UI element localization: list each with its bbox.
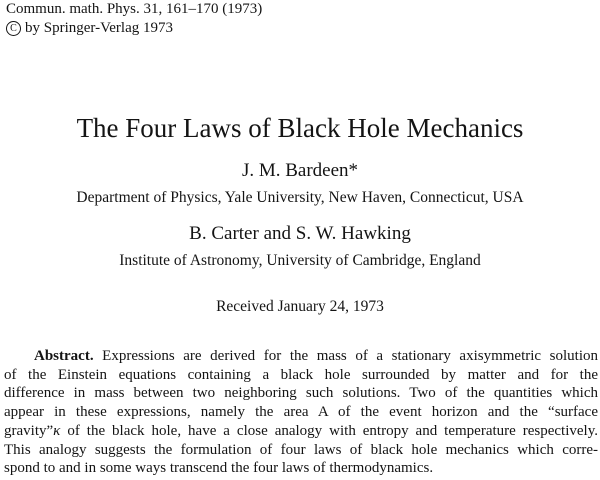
received-date: Received January 24, 1973 [216,298,384,315]
affiliation-yale: Department of Physics, Yale University, New Haven, Connecticut, USA [76,189,524,206]
abstract-line: difference in mass between two neighboring such solutions. Two of the quantities which [4,385,598,402]
abstract-line: spond to and in some ways transcend the four laws of thermodynamics. [4,460,434,477]
abstract [4,347,598,478]
journal-citation: Commun. math. Phys. 31, 161–170 (1973) [6,1,263,17]
abstract-text: Expressions are derived for the mass of a stationary axisymmetric solution [102,348,598,364]
affiliation-cambridge: Institute of Astronomy, University of Cambridge, England [119,252,481,269]
author-carter-hawking: B. Carter and S. W. Hawking [189,223,411,244]
copyright-text: by Springer-Verlag 1973 [25,20,174,36]
copyright-line [6,19,262,38]
kappa-symbol: κ [53,422,61,439]
copyright-icon: C [6,21,21,36]
abstract-line: This analogy suggests the formulation of four laws of black hole mechanics which corre- [4,441,598,458]
abstract-line: appear in these expressions, namely the area A of the event horizon and the “surface [4,404,598,421]
author-bardeen: J. M. Bardeen* [241,160,359,181]
abstract-line: of the Einstein equations containing a black hole surrounded by matter and for the [4,366,598,383]
abstract-line [4,347,598,366]
abstract-label: Abstract. [34,348,94,364]
abstract-text: of the black hole, have a close analogy with entropy and temperature respectively. [60,422,598,439]
journal-header [6,0,262,38]
abstract-text: gravity” [4,422,54,439]
abstract-line [4,422,598,441]
paper-title: The Four Laws of Black Hole Mechanics [76,113,524,143]
